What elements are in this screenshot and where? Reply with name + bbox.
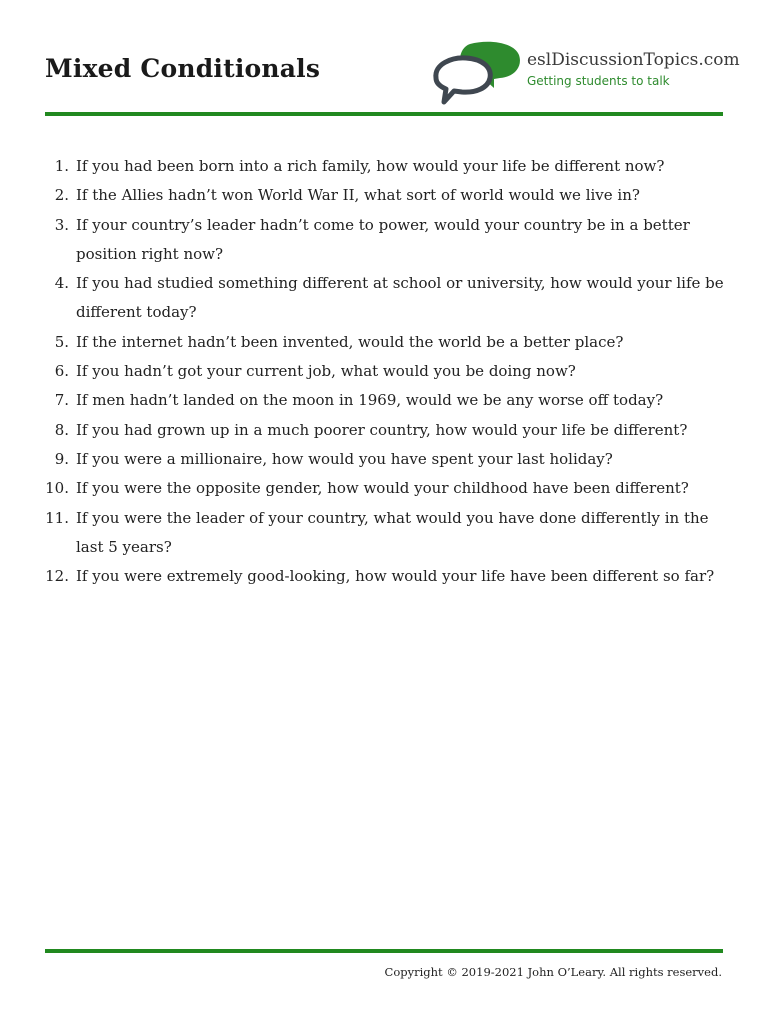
item-number: 3. (54, 215, 69, 234)
list-item (45, 269, 725, 328)
list-item (45, 328, 725, 357)
list-item (45, 181, 725, 210)
question-text: If you were the leader of your country, what would you have done differently in the last 5 years? (76, 508, 709, 556)
speech-bubbles-icon (430, 40, 526, 106)
list-item (45, 445, 725, 474)
footer-divider (45, 949, 723, 953)
list-item (45, 562, 725, 591)
item-number: 9. (54, 449, 69, 468)
question-text: If you had studied something different at school or university, how would your life be different today? (76, 274, 724, 322)
item-number: 7. (54, 391, 69, 410)
header-divider (45, 112, 723, 116)
list-item (45, 152, 725, 181)
item-number: 5. (54, 332, 69, 351)
question-text: If you hadn’t got your current job, what would you be doing now? (76, 362, 576, 381)
question-text: If men hadn’t landed on the moon in 1969, would we be any worse off today? (76, 391, 664, 410)
list-item (45, 504, 725, 563)
item-number: 10. (45, 479, 69, 498)
logo-brand-text: eslDiscussionTopics.com (527, 50, 740, 70)
site-logo (430, 40, 740, 106)
logo-tagline: Getting students to talk (527, 74, 670, 88)
question-text: If you were a millionaire, how would you have spent your last holiday? (76, 449, 613, 468)
copyright-notice: Copyright © 2019-2021 John O’Leary. All rights reserved. (384, 965, 722, 979)
question-text: If the Allies hadn’t won World War II, what sort of world would we live in? (76, 186, 640, 205)
item-number: 6. (54, 362, 69, 381)
question-text: If you were extremely good-looking, how would your life have been different so far? (76, 567, 715, 586)
question-text: If you had been born into a rich family, how would your life be different now? (76, 157, 665, 175)
list-item (45, 416, 725, 445)
question-text: If your country’s leader hadn’t come to power, would your country be in a better position right now? (76, 215, 690, 263)
item-number: 8. (54, 420, 69, 439)
question-text: If you had grown up in a much poorer country, how would your life be different? (76, 420, 688, 439)
question-list (45, 152, 725, 591)
page-title: Mixed Conditionals (45, 54, 321, 83)
list-item (45, 357, 725, 386)
item-number: 4. (54, 274, 69, 293)
item-number: 1. (54, 157, 69, 175)
list-item (45, 474, 725, 503)
item-number: 12. (45, 567, 69, 586)
list-item (45, 386, 725, 415)
question-text: If the internet hadn’t been invented, would the world be a better place? (76, 332, 624, 351)
list-item (45, 211, 725, 270)
question-text: If you were the opposite gender, how would your childhood have been different? (76, 479, 689, 498)
item-number: 2. (54, 186, 69, 205)
item-number: 11. (45, 508, 69, 527)
